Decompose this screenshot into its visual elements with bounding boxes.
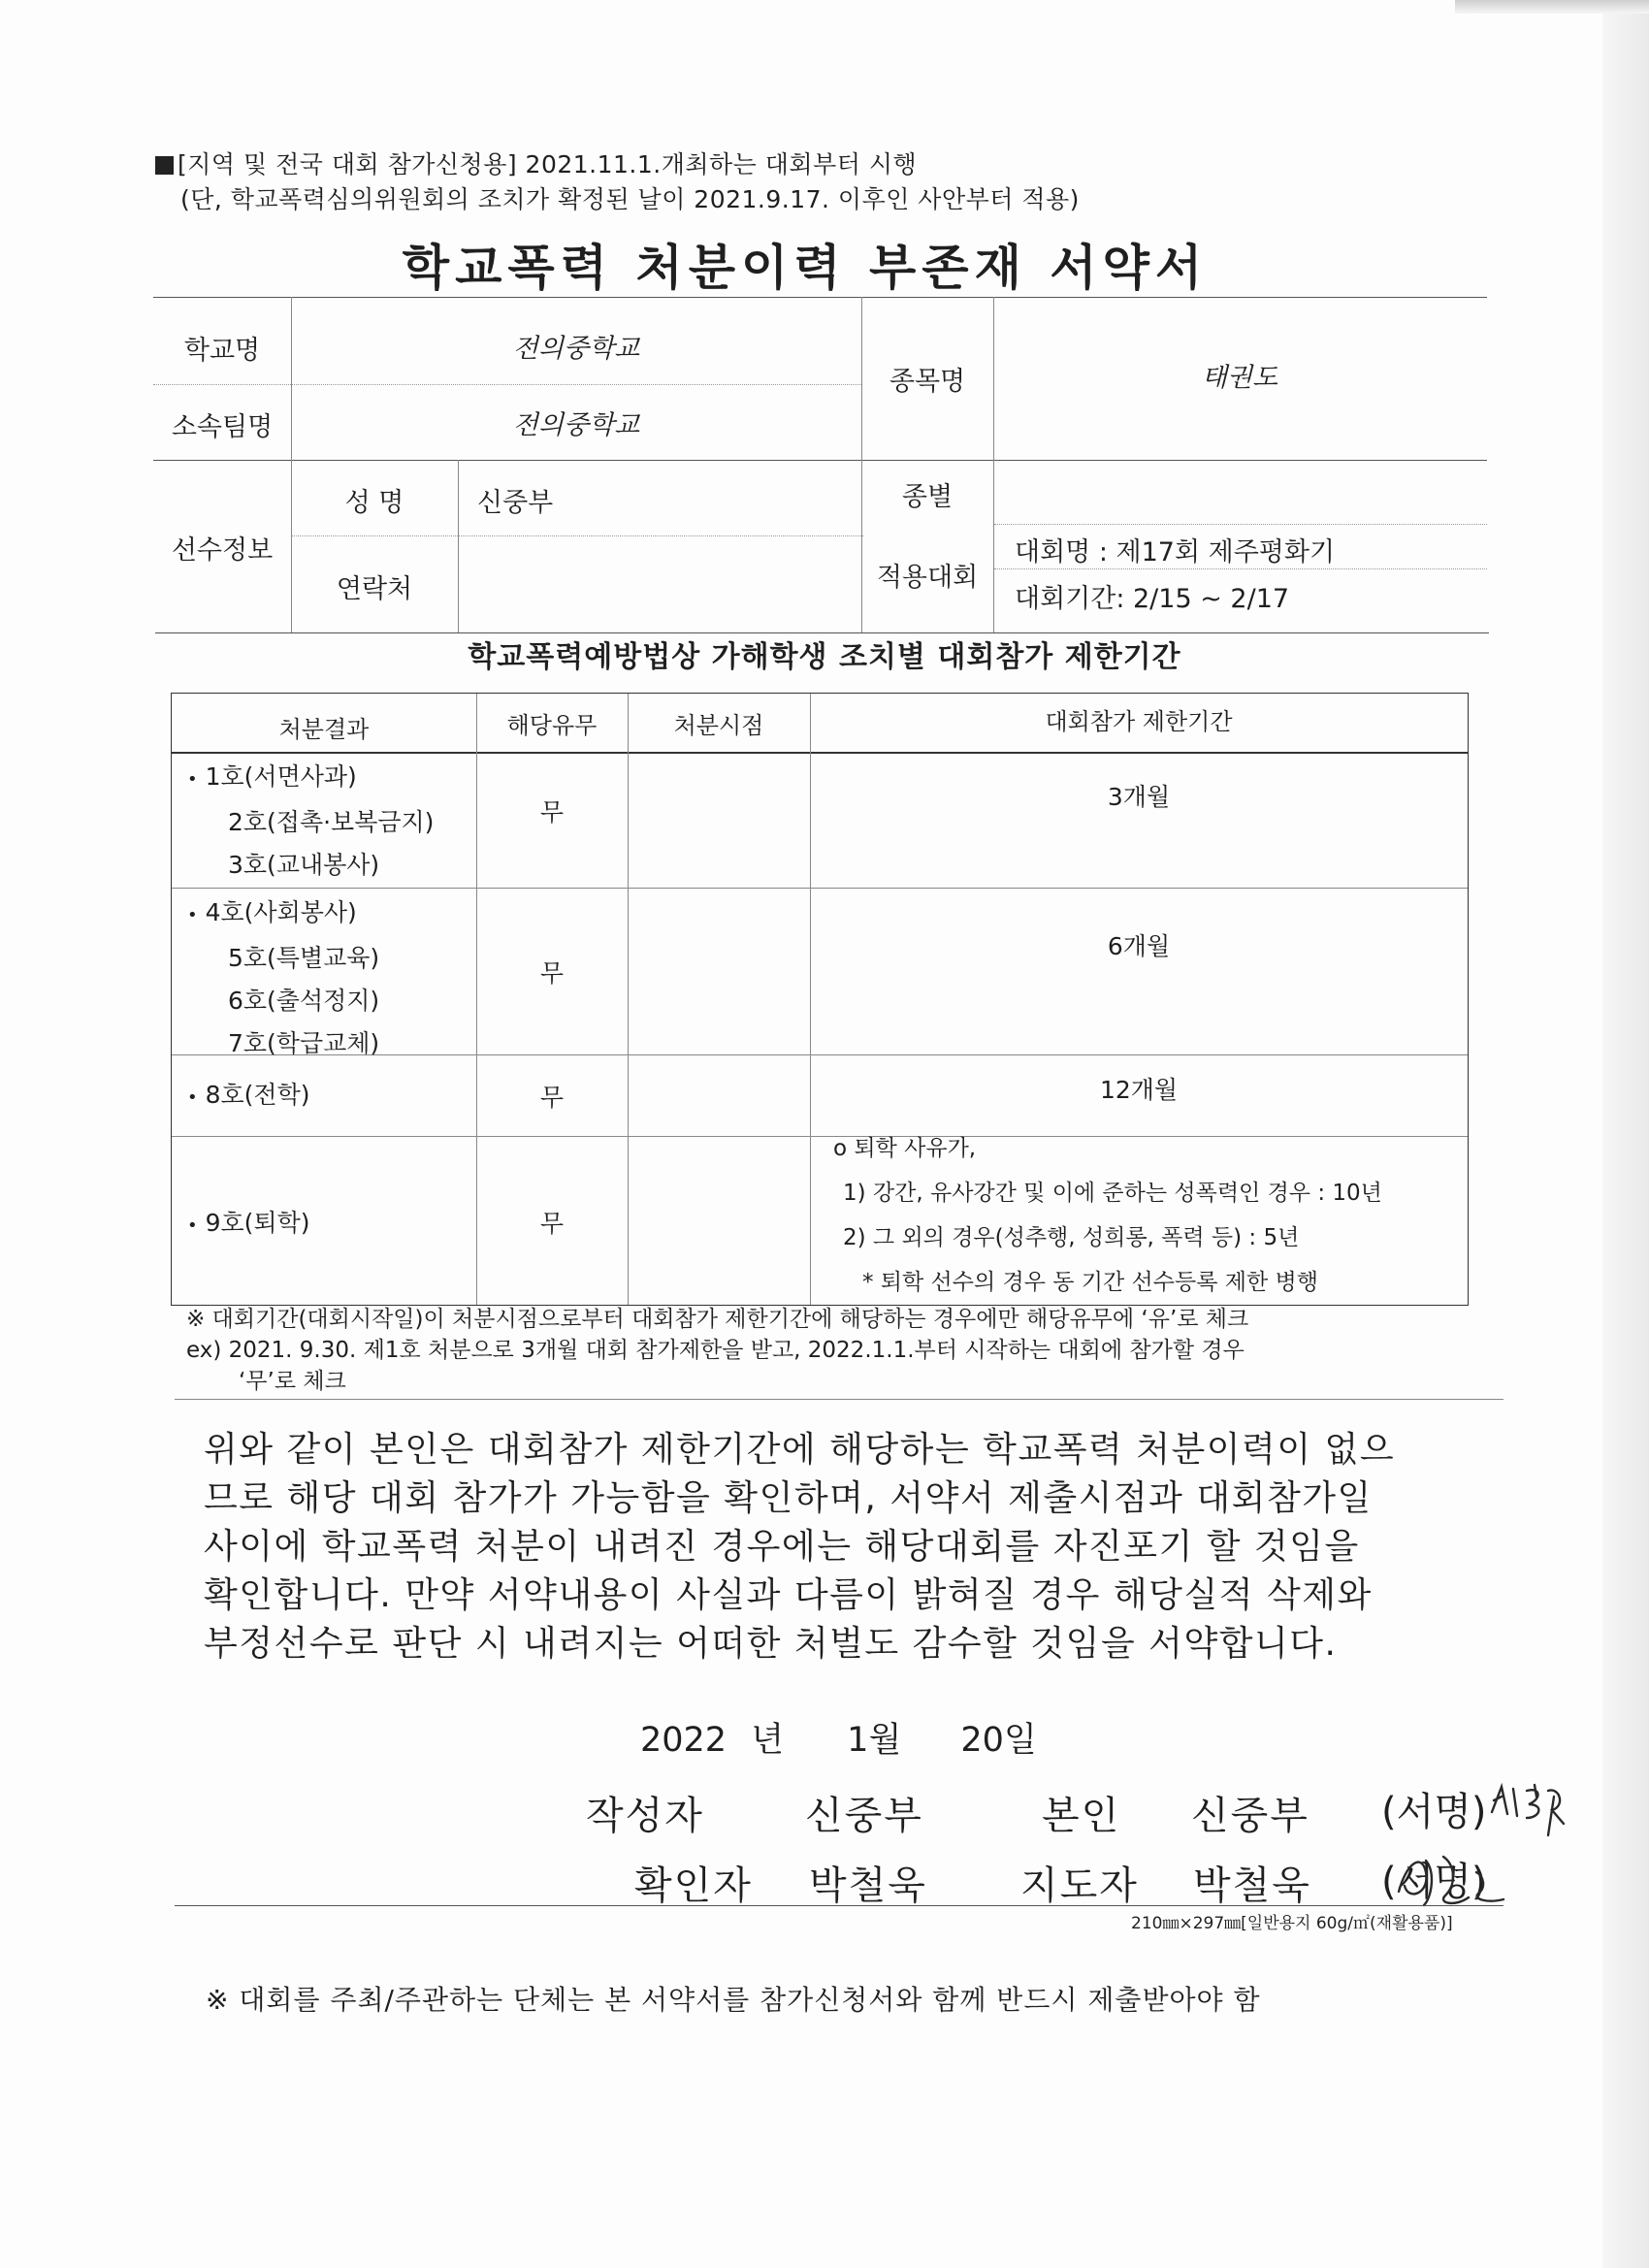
date-year-unit: 년 bbox=[751, 1721, 785, 1760]
pledge-line: 위와 같이 본인은 대회참가 제한기간에 해당하는 학교폭력 처분이력이 없으 bbox=[204, 1430, 1396, 1470]
expulsion-line: o 퇴학 사유가, bbox=[833, 1136, 977, 1161]
pledge-text bbox=[204, 1426, 1484, 1669]
date-value bbox=[628, 1198, 810, 1247]
square-bullet-icon bbox=[155, 156, 174, 175]
header-notice bbox=[155, 146, 917, 180]
info-col-divider bbox=[458, 460, 459, 632]
writer-label: 작성자 bbox=[586, 1794, 704, 1838]
info-row-divider bbox=[153, 384, 861, 385]
note-example: ex) 2021. 9.30. 제1호 처분으로 3개월 대회 참가제한을 받고, 2022.1.1.부터 시작하는 대회에 참가할 경우 bbox=[186, 1338, 1245, 1363]
contact-label: 연락처 bbox=[336, 573, 413, 604]
pledge-line: 확인합니다. 만약 서약내용이 사실과 다름이 밝혀질 경우 해당실적 삭제와 bbox=[204, 1575, 1373, 1615]
period-value: 12개월 bbox=[1099, 1076, 1179, 1104]
team-value: 전의중학교 bbox=[512, 409, 640, 440]
header-line1: [지역 및 전국 대회 참가신청용] 2021.11.1.개최하는 대회부터 시행 bbox=[178, 150, 918, 178]
applicable-value: 무 bbox=[539, 1210, 565, 1238]
measure-item: • 1호(서면사과) bbox=[187, 756, 434, 801]
event-label: 종목명 bbox=[889, 366, 966, 397]
signature-rule bbox=[175, 1905, 1504, 1906]
coach-label: 지도자 bbox=[1020, 1863, 1139, 1908]
expulsion-period-note bbox=[833, 1126, 1382, 1305]
period-value: 3개월 bbox=[1107, 783, 1171, 811]
category-label: 종별 bbox=[901, 481, 954, 512]
notes-rule bbox=[175, 1399, 1504, 1400]
event-value: 태권도 bbox=[1201, 362, 1278, 393]
pledge-line: 므로 해당 대회 참가가 가능함을 확인하며, 서약서 제출시점과 대회참가일 bbox=[204, 1478, 1373, 1518]
table-row bbox=[187, 891, 379, 1065]
competition-period: 대회기간: 2/15 ~ 2/17 bbox=[1015, 583, 1290, 614]
table-row-divider bbox=[172, 888, 1468, 889]
pledge-line: 부정선수로 판단 시 내려지는 어떠한 처벌도 감수할 것임을 서약합니다. bbox=[204, 1624, 1338, 1664]
table-row bbox=[187, 1074, 310, 1119]
confirmer-label: 확인자 bbox=[634, 1863, 753, 1908]
pledge-line: 사이에 학교폭력 처분이 내려진 경우에는 해당대회를 자진포기 할 것임을 bbox=[204, 1527, 1360, 1567]
info-row-divider bbox=[291, 535, 863, 536]
date-value bbox=[628, 1072, 810, 1120]
expulsion-line: 1) 강간, 유사강간 및 이에 준하는 성폭력인 경우 : 10년 bbox=[843, 1181, 1382, 1206]
scan-edge bbox=[1602, 0, 1649, 2268]
date-year: 2022 bbox=[640, 1721, 728, 1760]
column-header-period: 대회참가 제한기간 bbox=[1045, 707, 1233, 735]
restriction-subtitle: 학교폭력예방법상 가해학생 조치별 대회참가 제한기간 bbox=[468, 640, 1181, 674]
handwritten-signature-icon bbox=[1484, 1767, 1581, 1845]
sign-placeholder: (서명) bbox=[1381, 1860, 1487, 1904]
measure-item: • 9호(퇴학) bbox=[187, 1202, 310, 1247]
column-header-applicable: 해당유무 bbox=[506, 711, 598, 739]
paper-spec: 210㎜×297㎜[일반용지 60g/㎡(재활용품)] bbox=[1131, 1914, 1453, 1933]
name-value: 신중부 bbox=[477, 487, 554, 518]
info-top-rule bbox=[153, 297, 1487, 298]
self-name: 신중부 bbox=[1191, 1794, 1310, 1838]
table-row bbox=[187, 1202, 310, 1247]
period-value: 6개월 bbox=[1107, 932, 1171, 960]
measure-item: • 8호(전학) bbox=[187, 1074, 310, 1119]
writer-name: 신중부 bbox=[805, 1794, 923, 1838]
applicable-value: 무 bbox=[539, 1084, 565, 1112]
pledge-date bbox=[640, 1713, 1037, 1762]
restriction-table bbox=[171, 693, 1469, 1306]
team-label: 소속팀명 bbox=[171, 411, 274, 442]
competition-name: 대회명 : 제17회 제주평화기 bbox=[1015, 536, 1336, 567]
date-month: 1월 bbox=[847, 1721, 902, 1760]
contact-value bbox=[477, 547, 861, 625]
competition-label: 적용대회 bbox=[876, 562, 979, 593]
self-label: 본인 bbox=[1042, 1794, 1121, 1838]
date-day: 20일 bbox=[960, 1721, 1037, 1760]
measure-item: 2호(접촉·보복금지) bbox=[228, 808, 435, 836]
measure-item: 3호(교내봉사) bbox=[228, 851, 380, 879]
name-label: 성 명 bbox=[344, 487, 404, 518]
table-row bbox=[187, 756, 434, 887]
school-value: 전의중학교 bbox=[512, 333, 640, 364]
note-check-rule: ※ 대회기간(대회시작일)이 처분시점으로부터 대회참가 제한기간에 해당하는 경우에만 해당유무에 ‘유’로 체크 bbox=[186, 1307, 1249, 1332]
footer-notice: ※ 대회를 주최/주관하는 단체는 본 서약서를 참가신청서와 함께 반드시 제출받아야 함 bbox=[206, 1984, 1261, 2016]
document-title: 학교폭력 처분이력 부존재 서약서 bbox=[402, 240, 1209, 296]
measure-item: 6호(출석정지) bbox=[228, 987, 380, 1015]
scan-shadow bbox=[1455, 0, 1649, 14]
column-header-date: 처분시점 bbox=[673, 711, 764, 739]
column-header-result: 처분결과 bbox=[278, 715, 370, 743]
table-header-rule bbox=[172, 752, 1468, 754]
header-condition: (단, 학교폭력심의위원회의 조치가 확정된 날이 2021.9.17. 이후인 사안부터 적용) bbox=[180, 185, 1080, 213]
measure-item: 7호(학급교체) bbox=[228, 1029, 380, 1057]
handwritten-signature-icon bbox=[1387, 1843, 1513, 1915]
note-example-cont: ‘무’로 체크 bbox=[239, 1369, 346, 1394]
sign-placeholder: (서명) bbox=[1381, 1790, 1487, 1834]
date-value bbox=[628, 948, 810, 996]
player-info-label: 선수정보 bbox=[171, 535, 274, 566]
confirmer-name: 박철욱 bbox=[809, 1863, 927, 1908]
school-label: 학교명 bbox=[183, 335, 261, 366]
applicable-value: 무 bbox=[539, 959, 565, 988]
date-value bbox=[628, 787, 810, 835]
measure-item: 5호(특별교육) bbox=[228, 944, 380, 972]
applicable-value: 무 bbox=[539, 798, 565, 826]
coach-name: 박철욱 bbox=[1193, 1863, 1311, 1908]
category-value bbox=[1013, 460, 1486, 528]
expulsion-line: 2) 그 외의 경우(성추행, 성희롱, 폭력 등) : 5년 bbox=[843, 1225, 1300, 1250]
expulsion-line: * 퇴학 선수의 경우 동 기간 선수등록 제한 병행 bbox=[862, 1270, 1318, 1295]
measure-item: • 4호(사회봉사) bbox=[187, 891, 379, 937]
